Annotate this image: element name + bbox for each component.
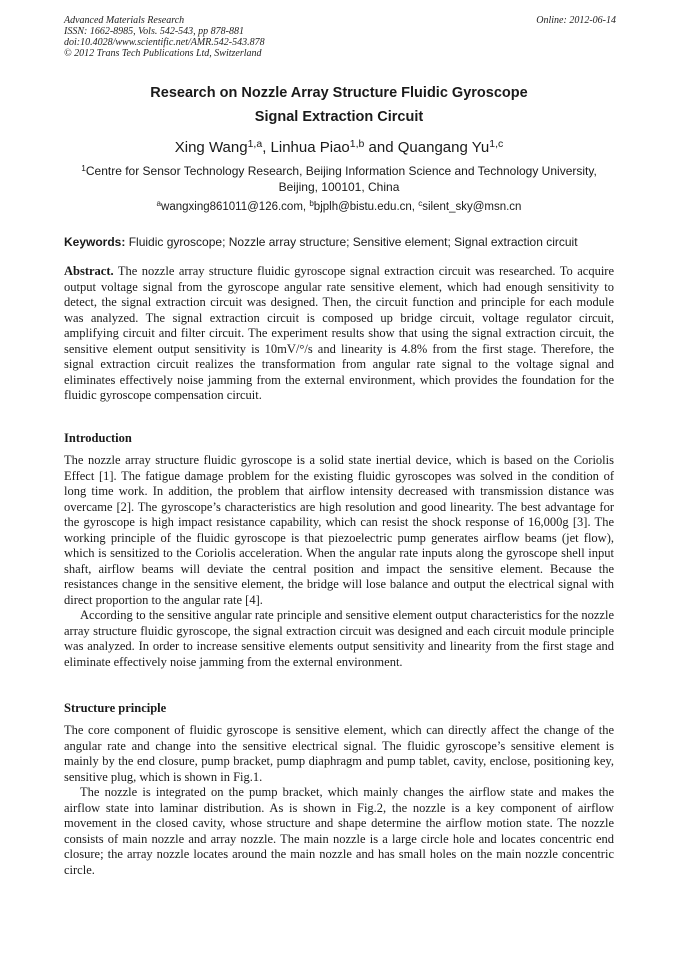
introduction-section xyxy=(64,453,614,670)
affiliation-text: Centre for Sensor Technology Research, Beijing Information Science and Technology University, Beijing, 100101, China xyxy=(85,164,597,194)
author-name: Quangang Yu xyxy=(397,139,490,156)
affiliation-superscript: 1 xyxy=(81,163,86,174)
author-separator: , xyxy=(262,139,271,156)
title-line-2: Signal Extraction Circuit xyxy=(254,109,424,125)
author-emails xyxy=(64,200,614,215)
keywords xyxy=(64,235,624,250)
structure-section xyxy=(64,723,614,878)
keywords-label: Keywords: xyxy=(64,235,126,249)
author-superscript: 1,a xyxy=(247,138,263,151)
abstract-text: The nozzle array structure fluidic gyroscope signal extraction circuit was researched. To acquire output voltage signal from the gyroscope angular rate sensitive element, which had enough sensitivity to detect, the signal extraction circuit was designed. Then, the circuit function and principle for each module was analyzed. The signal extraction circuit is composed up bridge circuit, voltage regulator circuit, amplifying circuit and filter circuit. The experiment results show that using the signal extraction circuit, the sensitive element output sensitivity is 10mV/°/s and linearity is 4.8% from the first stage. Therefore, the signal extraction circuit realizes the transformation from angular rate signal to the voltage signal and eliminates effectively noise jamming from the external environment, which provides the foundation for the fluidic gyroscope compensation circuit. xyxy=(64,264,615,402)
email-separator: , xyxy=(411,201,419,213)
online-date: Online: 2012-06-14 xyxy=(536,15,616,26)
paragraph: The nozzle is integrated on the pump bracket, which mainly changes the airflow state and makes the airflow state into laminar distribution. As is shown in Fig.2, the nozzle is a key component of airflow movement in the closed cavity, whose structure and shape determine the airflow motion state. The nozzle consists of main nozzle and array nozzle. The main nozzle is a large circle hole and locates concentric end closure; the array nozzle locates around the main nozzle and has small holes on the main nozzle concentric circle. xyxy=(64,785,614,877)
author-separator: and xyxy=(364,139,398,156)
structure-heading: Structure principle xyxy=(64,701,167,715)
email-separator: , xyxy=(302,201,310,213)
email-address[interactable]: silent_sky@msn.cn xyxy=(422,201,522,213)
email-address[interactable]: wangxing861011@126.com xyxy=(161,201,303,213)
author-superscript: 1,c xyxy=(489,138,504,151)
keywords-text: Fluidic gyroscope; Nozzle array structure; Sensitive element; Signal extraction circuit xyxy=(128,235,578,249)
abstract-label: Abstract. xyxy=(64,264,114,278)
introduction-heading: Introduction xyxy=(64,431,132,445)
paper-title xyxy=(64,81,614,129)
affiliation xyxy=(64,164,614,195)
paragraph: The nozzle array structure fluidic gyroscope is a solid state inertial device, which is based on the Coriolis Effect [1]. The fatigue damage problem for the existing fluidic gyroscopes was solved in the condition of long time work. In addition, the problem that airflow intensity decreased with transmission distance was overcame [2]. The gyroscope’s characteristics are high resolution and good linearity. The best advantage for the gyroscope is high impact resistance capability, which can resist the shock response of 16,000g [3]. The working principle of the fluidic gyroscope is that piezoelectric pump generates airflow beams (jet flow), which is sensitized to the Coriolis acceleration. When the angular rate inputs along the gyroscope shell input shaft, airflow beams will deviate the central position and impact the sensitive element. Because the resistances change in the sensitive element, the bridge will lose balance and output the electrical signal with direct proportion to the angular rate [4]. xyxy=(64,453,614,607)
author-superscript: 1,b xyxy=(349,138,365,151)
author-list xyxy=(64,138,614,158)
paragraph: The core component of fluidic gyroscope is sensitive element, which can directly affect the change of the angular rate and change into the sensitive electrical signal. The fluidic gyroscope’s sensitive element is mainly by the end closure, pump bracket, pump diaphragm and pump tablet, cavity, enclose, positioning key, sensitive plug, which is shown in Fig.1. xyxy=(64,723,614,784)
email-superscript: c xyxy=(418,199,423,209)
email-superscript: b xyxy=(309,199,314,209)
journal-header xyxy=(64,15,616,59)
issn-line: ISSN: 1662-8985, Vols. 542-543, pp 878-881 xyxy=(64,26,244,37)
paragraph: According to the sensitive angular rate principle and sensitive element output characteristics for the nozzle array structure fluidic gyroscope, the signal extraction circuit was designed and each circuit module principle was analyzed. In order to increase sensitive elements output sensitivity and linearity from the first stage and eliminate effectively noise jamming from the external environment. xyxy=(64,608,614,669)
author-name: Xing Wang xyxy=(174,139,248,156)
doi-line: doi:10.4028/www.scientific.net/AMR.542-543.878 xyxy=(64,37,265,48)
email-superscript: a xyxy=(156,199,162,209)
journal-name: Advanced Materials Research xyxy=(64,15,185,26)
title-line-1: Research on Nozzle Array Structure Fluidic Gyroscope xyxy=(150,85,528,101)
author-name: Linhua Piao xyxy=(270,139,350,156)
abstract xyxy=(64,264,614,404)
email-address[interactable]: bjplh@bistu.edu.cn xyxy=(313,201,412,213)
copyright-line: © 2012 Trans Tech Publications Ltd, Switzerland xyxy=(64,48,262,59)
